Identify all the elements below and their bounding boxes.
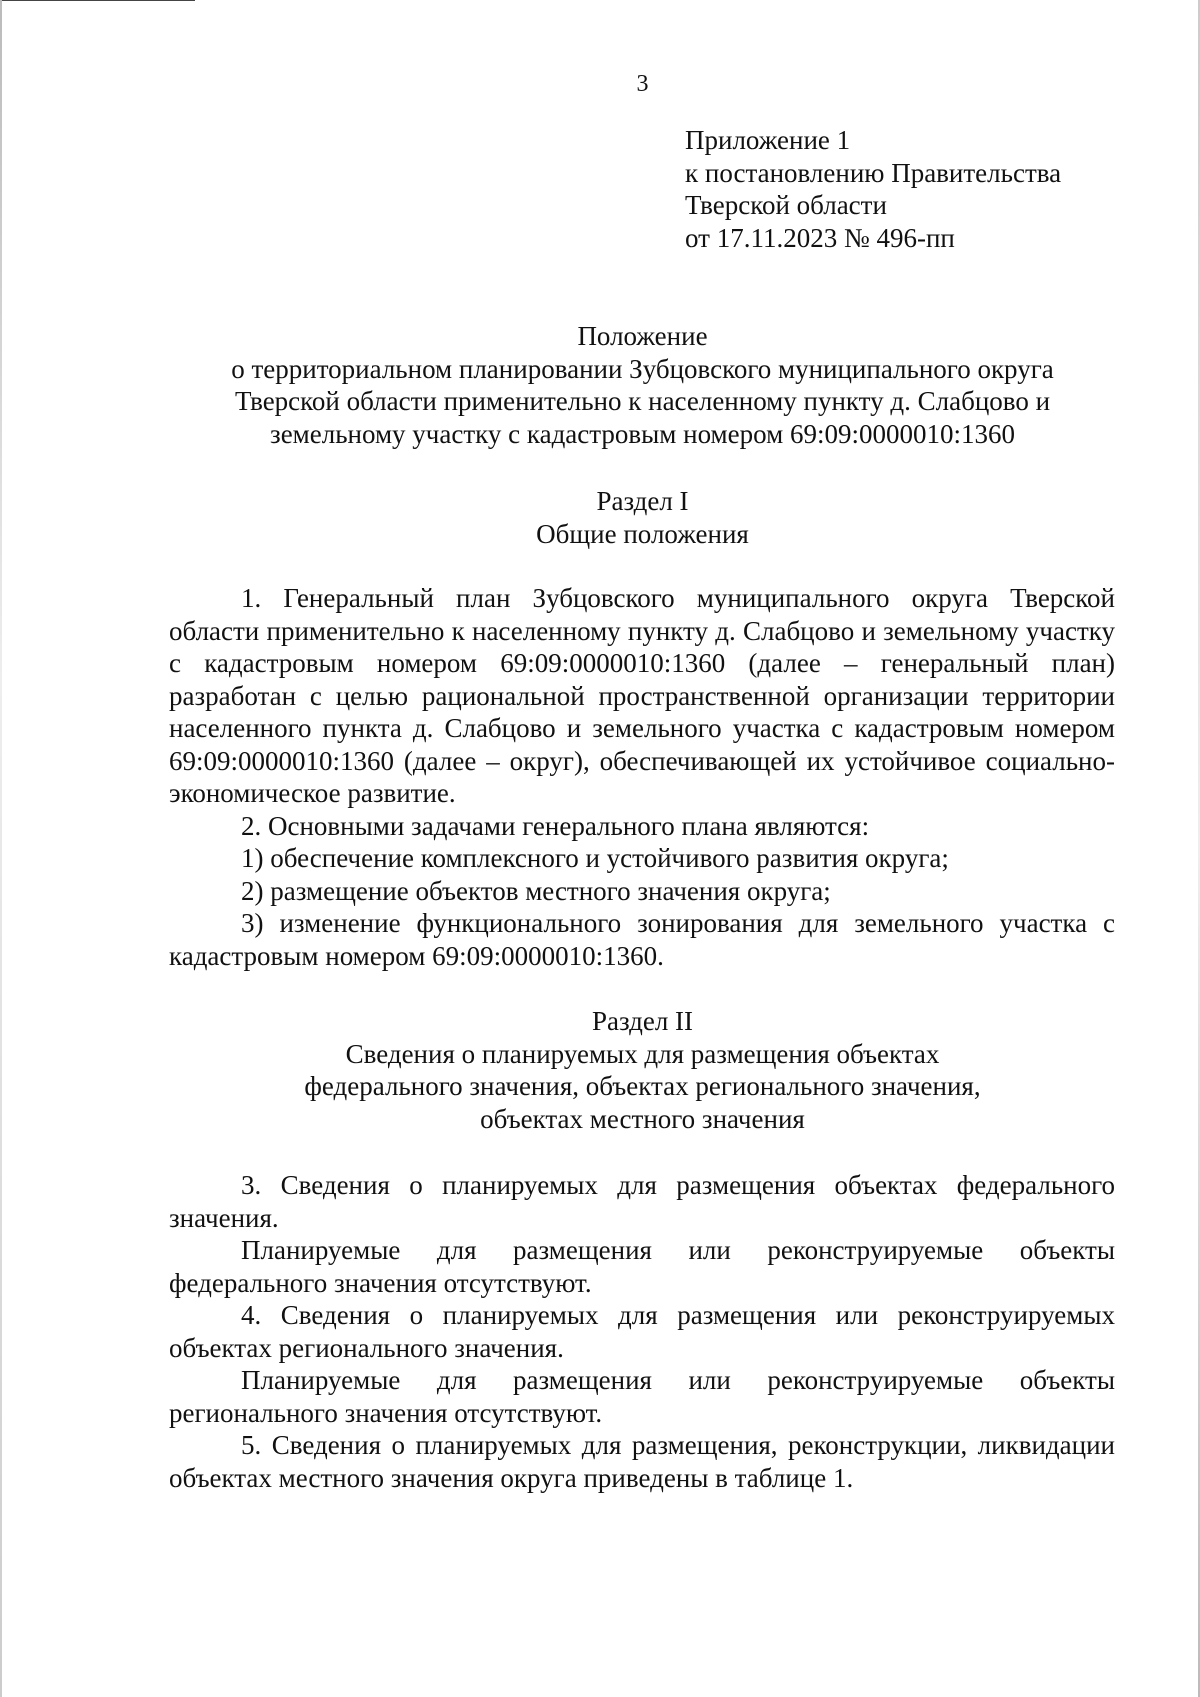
appendix-reference (685, 124, 1165, 254)
scan-left-edge (0, 0, 2, 1697)
page-number: 3 (636, 71, 649, 97)
title-line: Положение (577, 321, 708, 351)
paragraph: 3. Сведения о планируемых для размещения объектах федерального значения. (169, 1170, 1115, 1233)
section-subheading: федерального значения, объектах регионального значения, (304, 1071, 981, 1101)
appendix-line: от 17.11.2023 № 496-пп (685, 222, 955, 253)
title-line: Тверской области применительно к населенному пункту д. Слабцово и (234, 386, 1051, 416)
section-subheading: Общие положения (536, 518, 749, 549)
appendix-line: Приложение 1 (685, 125, 851, 155)
paragraph: 3) изменение функционального зонирования для земельного участка с кадастровым номером 69:09:0000010:1360. (169, 908, 1115, 971)
section-subheading: объектах местного значения (480, 1103, 805, 1134)
appendix-line: Тверской области (685, 190, 887, 220)
section-heading: Раздел I (596, 486, 689, 516)
title-line: земельному участку с кадастровым номером 69:09:0000010:1360 (270, 418, 1015, 449)
appendix-line: к постановлению Правительства (685, 157, 1062, 188)
section-2-heading (170, 1005, 1115, 1135)
paragraph: 2. Основными задачами генерального плана являются: (241, 810, 870, 841)
document-title (170, 320, 1115, 450)
section-subheading: Сведения о планируемых для размещения объектах (345, 1038, 940, 1069)
section-1-body (169, 582, 1115, 972)
title-line: о территориальном планировании Зубцовского муниципального округа (231, 353, 1054, 384)
paragraph: Планируемые для размещения или реконструируемые объекты регионального значения отсутствуют. (169, 1365, 1115, 1428)
paragraph: 2) размещение объектов местного значения округа; (241, 875, 831, 906)
paragraph: 1) обеспечение комплексного и устойчивого развития округа; (241, 843, 949, 873)
section-heading: Раздел II (591, 1006, 694, 1036)
paragraph: Планируемые для размещения или реконструируемые объекты федерального значения отсутствуют. (169, 1235, 1115, 1298)
paragraph: 4. Сведения о планируемых для размещения или реконструируемых объектах регионального значения. (169, 1300, 1115, 1363)
paragraph: 1. Генеральный план Зубцовского муниципального округа Тверской области применительно к населенному пункту д. Слабцово и земельному участку с кадастровым номером 69:09:0000010:1360 (далее – генеральный план) разработан с целью рациональной пространственной организации территории населенного пункта д. Слабцово и земельного участка с кадастровым номером 69:09:0000010:1360 (далее – округ), обеспечивающей их устойчивое социально-экономическое развитие. (169, 583, 1115, 808)
scan-top-edge (0, 0, 195, 1)
section-1-heading (170, 485, 1115, 550)
paragraph: 5. Сведения о планируемых для размещения, реконструкции, ликвидации объектах местного значения округа приведены в таблице 1. (169, 1430, 1115, 1493)
section-2-body (169, 1169, 1115, 1494)
